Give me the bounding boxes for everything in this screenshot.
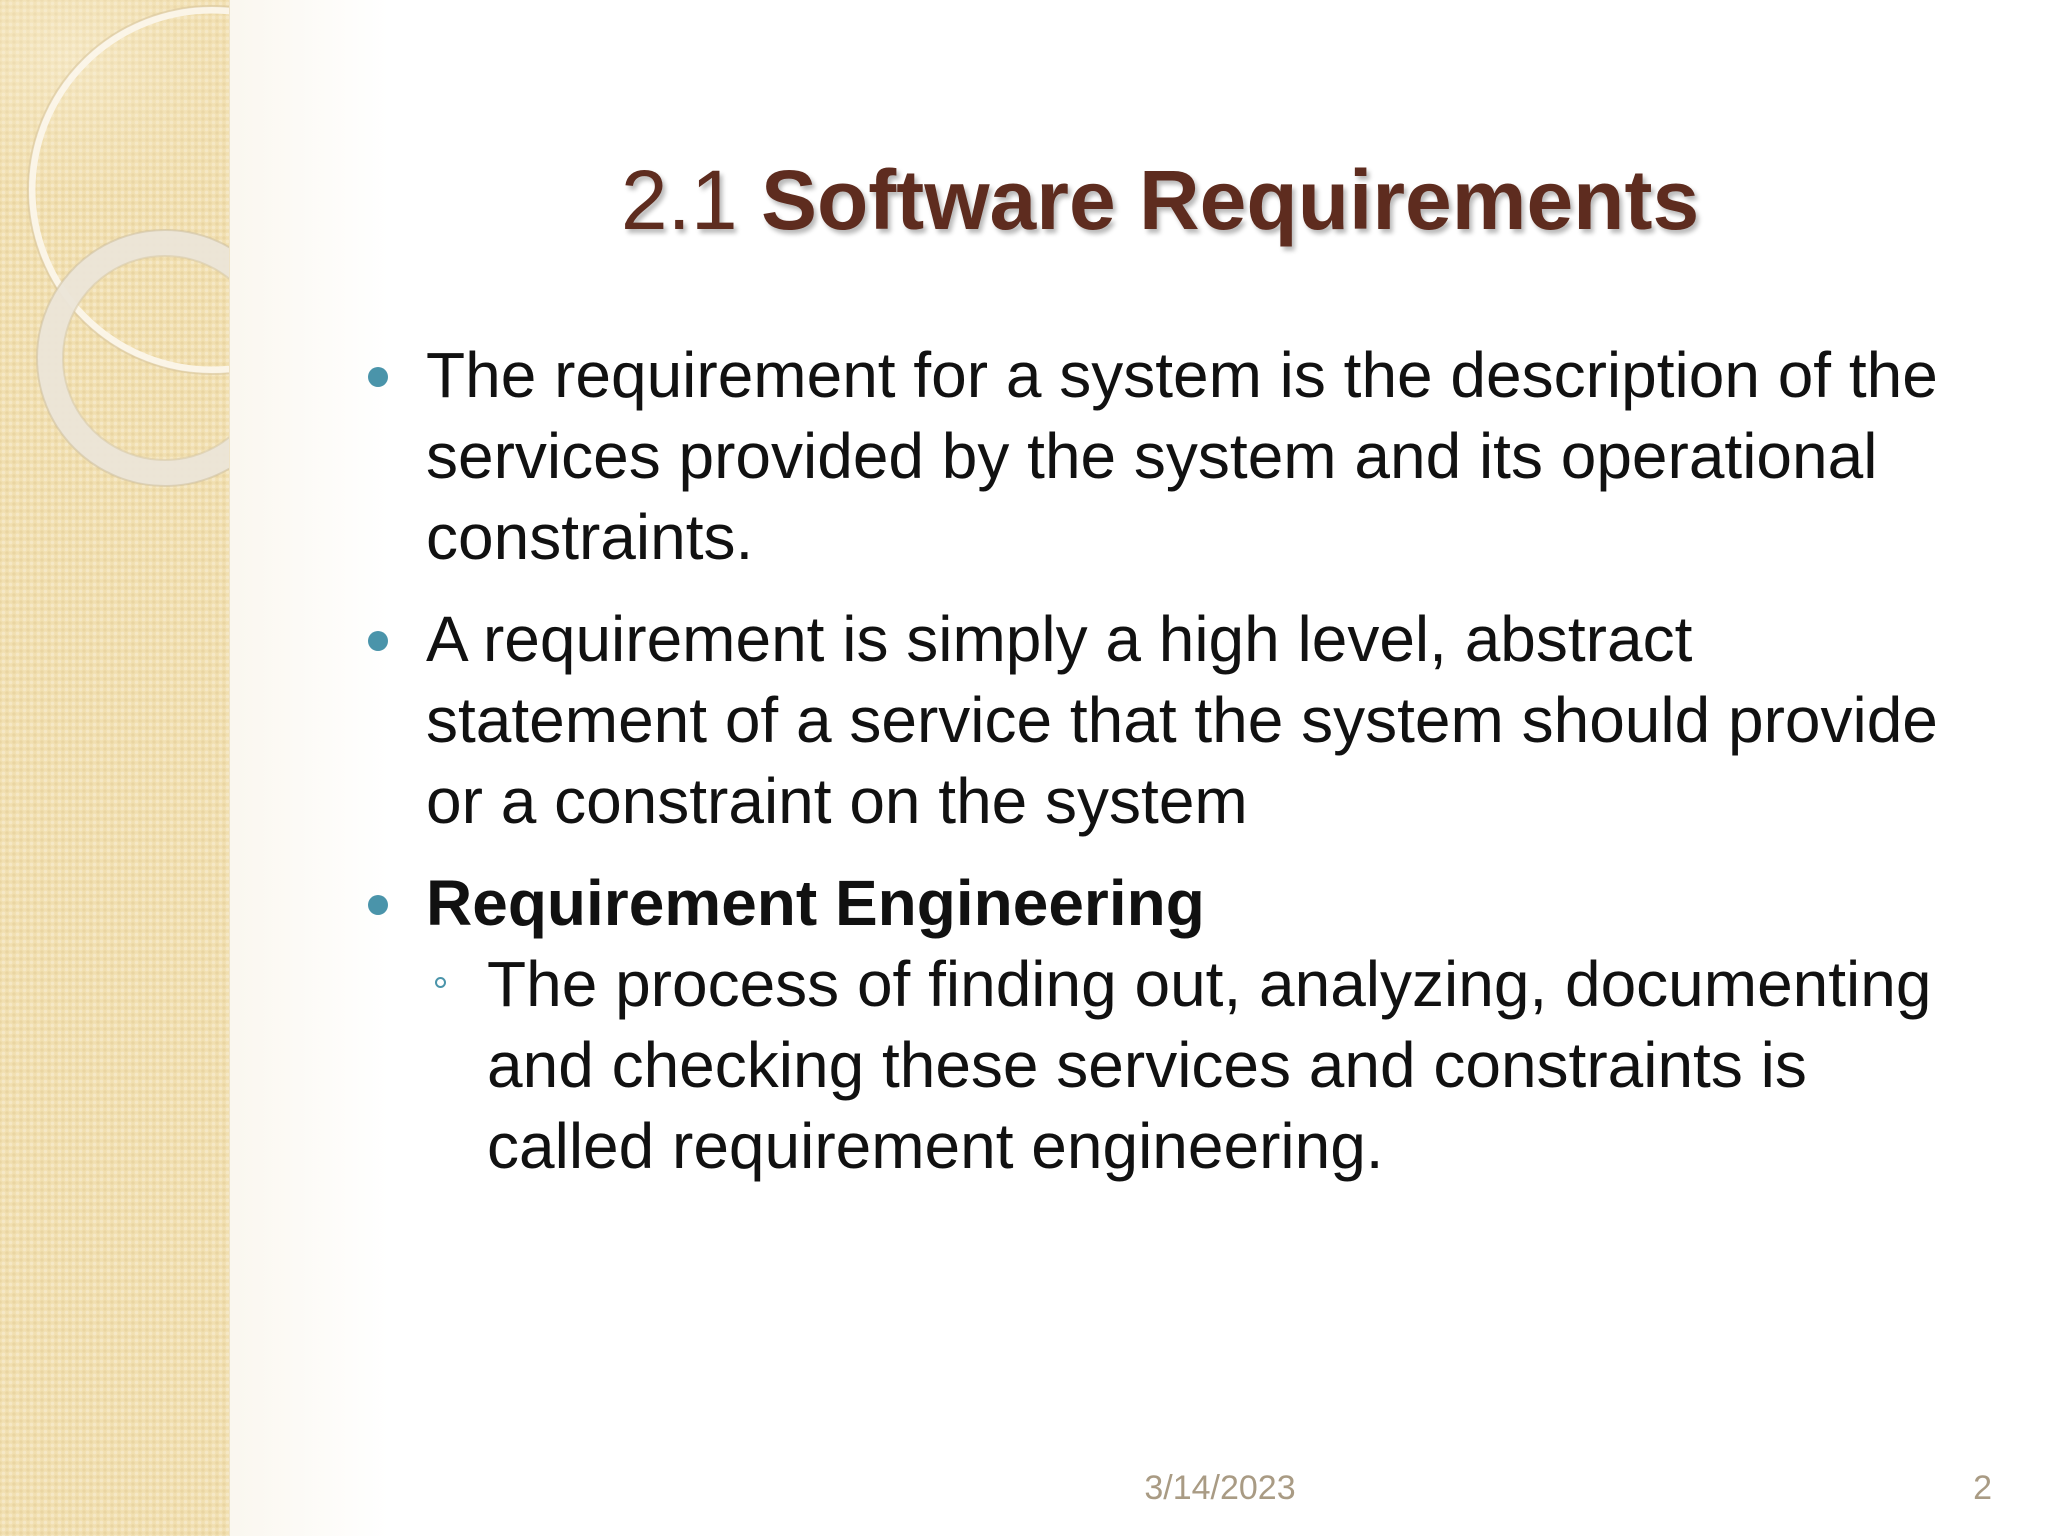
bullet-item bbox=[360, 599, 1960, 842]
title-text: Software Requirements bbox=[760, 153, 1700, 247]
sub-bullet-item bbox=[360, 944, 1960, 1187]
bullet-icon bbox=[368, 895, 388, 915]
decorative-side-band bbox=[0, 0, 230, 1536]
sub-bullet-text: The process of finding out, analyzing, documenting and checking these services and constraints is called requirement engineering. bbox=[487, 948, 1932, 1182]
bullet-icon bbox=[368, 631, 388, 651]
bullet-text: The requirement for a system is the description of the services provided by the system and its operational constraints. bbox=[426, 339, 1938, 573]
bullet-item bbox=[360, 863, 1960, 944]
bullet-list bbox=[360, 335, 1960, 1187]
bullet-text: A requirement is simply a high level, abstract statement of a service that the system should provide or a constraint on the system bbox=[426, 603, 1938, 837]
bullet-icon bbox=[368, 367, 388, 387]
bullet-text-heading: Requirement Engineering bbox=[426, 867, 1205, 939]
title-number: 2.1 bbox=[620, 153, 738, 247]
footer-date: 3/14/2023 bbox=[1144, 1469, 1296, 1507]
bullet-item bbox=[360, 335, 1960, 578]
sub-bullet-icon bbox=[435, 977, 446, 988]
slide-title bbox=[380, 150, 1940, 250]
page-number: 2 bbox=[1973, 1469, 1992, 1507]
rings-ornament-icon bbox=[0, 0, 229, 520]
